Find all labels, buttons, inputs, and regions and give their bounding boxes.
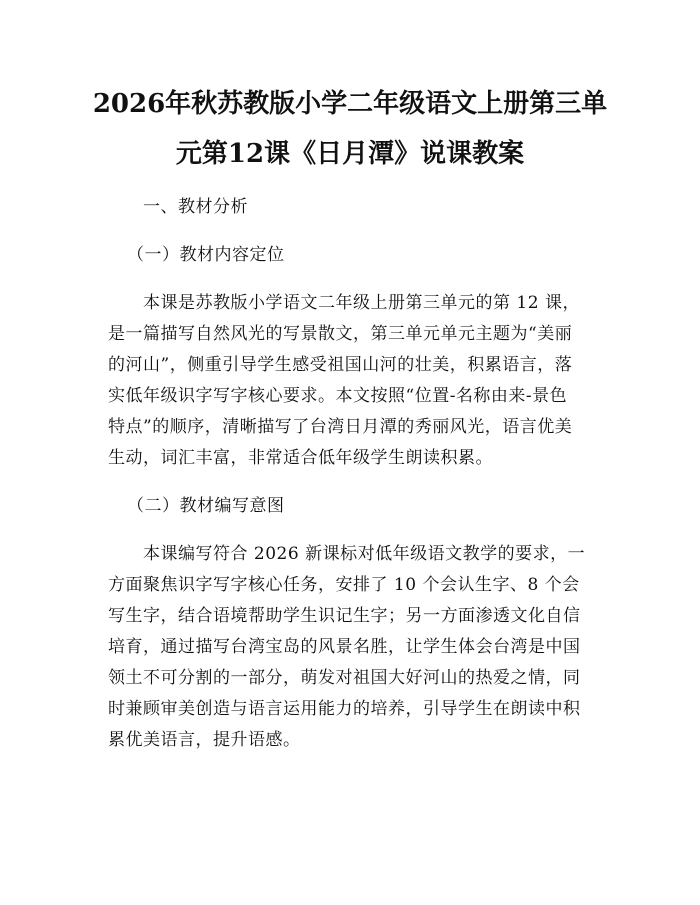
subsection-heading-content-positioning: （一）教材内容定位	[127, 245, 285, 265]
document-title-line-1: 2026年秋苏教版小学二年级语文上册第三单	[92, 89, 608, 119]
paragraph-1-line: 的河山”，侧重引导学生感受祖国山河的壮美，积累语言，落	[108, 355, 573, 375]
paragraph-2-line: 培育，通过描写台湾宝岛的风景名胜，让学生体会台湾是中国	[108, 637, 581, 657]
paragraph-1-line: 本课是苏教版小学语文二年级上册第三单元的第 12 课，	[143, 293, 580, 313]
section-heading-textbook-analysis: 一、教材分析	[143, 197, 248, 217]
subsection-heading-editing-intent: （二）教材编写意图	[127, 496, 285, 516]
paragraph-2-line: 方面聚焦识字写字核心任务，安排了 10 个会认生字、8 个会	[108, 575, 580, 595]
paragraph-2-line: 领土不可分割的一部分，萌发对祖国大好河山的热爱之情，同	[108, 668, 581, 688]
paragraph-1-line: 是一篇描写自然风光的写景散文，第三单元单元主题为“美丽	[108, 324, 573, 344]
paragraph-2-line: 本课编写符合 2026 新课标对低年级语文教学的要求，一	[143, 544, 586, 564]
paragraph-2-line: 累优美语言，提升语感。	[108, 730, 301, 750]
paragraph-1-line: 生动，词汇丰富，非常适合低年级学生朗读积累。	[108, 448, 493, 468]
paragraph-1-line: 特点”的顺序，清晰描写了台湾日月潭的秀丽风光，语言优美	[108, 417, 573, 437]
document-title-line-2: 元第12课《日月潭》说课教案	[175, 139, 525, 169]
paragraph-1-line: 实低年级识字写字核心要求。本文按照“位置-名称由来-景色	[108, 386, 568, 406]
paragraph-2-line: 时兼顾审美创造与语言运用能力的培养，引导学生在朗读中积	[108, 699, 581, 719]
paragraph-2-line: 写生字，结合语境帮助学生识记生字；另一方面渗透文化自信	[108, 606, 581, 626]
